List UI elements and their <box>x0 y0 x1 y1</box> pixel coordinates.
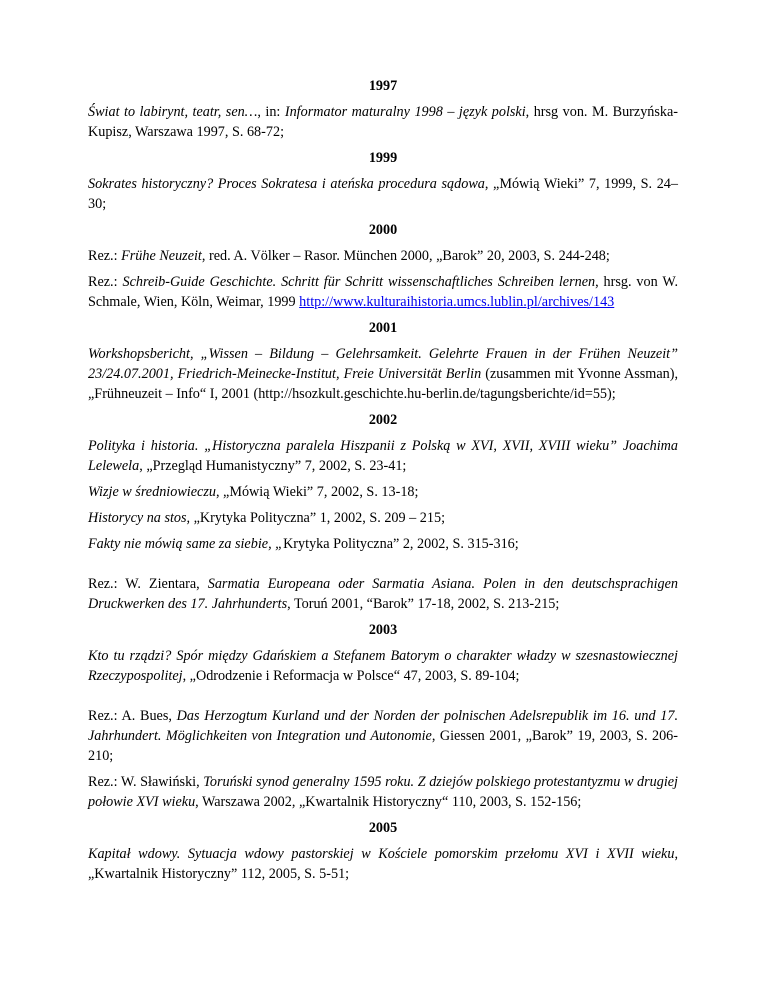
blank-line <box>88 560 678 574</box>
entry-title: Frühe Neuzeit <box>121 248 202 264</box>
entry-title: Workshopsbericht <box>88 346 190 362</box>
entry-title: Informator maturalny 1998 – język polski <box>284 104 526 120</box>
entry-text: , „Kwartalnik Historyczny” 112, 2005, S. 5-51; <box>88 846 678 882</box>
entry-text: Rez.: <box>88 248 122 264</box>
bibliography-entry <box>88 102 678 142</box>
entry-text: Krytyka Polityczna” 2, 2002, S. 315-316; <box>283 536 519 552</box>
entry-text: , Toruń 2001, “Barok” 17-18, 2002, S. 213-215; <box>287 596 560 612</box>
bibliography-entry <box>88 534 678 554</box>
entry-title: Świat to labirynt, teatr, sen… <box>88 104 258 120</box>
year-heading: 2000 <box>368 222 398 238</box>
bibliography-entry <box>88 436 678 476</box>
entry-text: , Giessen 2001, „Barok” 19, 2003, S. 206-210; <box>88 728 678 764</box>
entry-title: Fakty nie mówią same za siebie, „ <box>88 536 284 552</box>
bibliography-entry <box>88 772 678 812</box>
entry-text: „Krytyka Polityczna” 1, 2002, S. 209 – 215; <box>190 510 446 526</box>
year-heading: 2005 <box>368 820 398 836</box>
entry-text: Rez.: <box>88 274 123 290</box>
entry-title: Sokrates historyczny? Proces Sokratesa i ateńska procedura sądowa <box>88 176 485 192</box>
year-heading: 1999 <box>368 150 398 166</box>
bibliography-entry <box>88 246 678 266</box>
bibliography-entry <box>88 646 678 686</box>
entry-text: , red. A. Völker – Rasor. München 2000, „Barok” 20, 2003, S. 244-248; <box>201 248 610 264</box>
entry-title: Historycy na stos, <box>88 510 191 526</box>
entry-link[interactable]: http://www.kulturaihistoria.umcs.lublin.pl/archives/143 <box>299 294 615 310</box>
bibliography-entry <box>88 272 678 312</box>
entry-text: , <box>189 346 201 362</box>
bibliography-entry <box>88 344 678 404</box>
entry-title: Toruński synod generalny 1595 roku. Z dziejów polskiego protestantyzmu w drugiej połowie XVI wieku <box>88 774 678 810</box>
entry-text: Rez.: W. Sławiński, <box>88 774 204 790</box>
entry-title: Das Herzogtum Kurland und der Norden der polnischen Adelsrepublik im 16. und 17. Jahrhundert. Möglichkeiten von Integration und Autonomie <box>88 708 678 744</box>
year-heading: 2002 <box>368 412 398 428</box>
bibliography-entry <box>88 508 678 528</box>
entry-text: , Warszawa 2002, „Kwartalnik Historyczny“ 110, 2003, S. 152-156; <box>195 794 582 810</box>
entry-title: Kto tu rządzi? Spór między Gdańskiem a Stefanem Batorym o charakter władzy w szesnastowiecznej Rzeczypospolitej <box>88 648 678 684</box>
bibliography-entry <box>88 174 678 214</box>
bibliography-entry <box>88 706 678 766</box>
entry-text: , „Przegląd Humanistyczny” 7, 2002, S. 23-41; <box>139 458 407 474</box>
blank-line <box>88 692 678 706</box>
entry-text: (zusammen mit Yvonne Assman), „Frühneuzeit – Info“ I, 2001 (http://hsozkult.geschichte.hu-berlin.de/tagungsberichte/id=55); <box>88 366 678 402</box>
bibliography-entry <box>88 482 678 502</box>
entry-text: , „Odrodzenie i Reformacja w Polsce“ 47, 2003, S. 89-104; <box>182 668 520 684</box>
entry-text: , hrsg. von W. Schmale, Wien, Köln, Weimar, 1999 <box>88 274 679 310</box>
year-heading: 1997 <box>368 78 398 94</box>
entry-title: Schreib-Guide Geschichte. Schritt für Schritt wissenschaftliches Schreiben lernen <box>122 274 596 290</box>
entry-text: Rez.: A. Bues, <box>88 708 177 724</box>
entry-title: Wizje w średniowieczu <box>88 484 216 500</box>
bibliography-list <box>88 72 678 890</box>
bibliography-entry <box>88 844 678 884</box>
year-heading: 2003 <box>368 622 398 638</box>
entry-text: , in: <box>257 104 285 120</box>
entry-title: Sarmatia Europeana oder Sarmatia Asiana. Polen in den deutschsprachigen Druckwerken des 17. Jahrhunderts <box>88 576 678 612</box>
entry-text: , „Mówią Wieki” 7, 2002, S. 13-18; <box>215 484 419 500</box>
entry-title: „Wissen – Bildung – Gelehrsamkeit. Gelehrte Frauen in der Frühen Neuzeit” 23/24.07.2001, Friedrich-Meinecke-Institut, Freie Universität Berlin <box>88 346 679 382</box>
entry-text: , hrsg von. M. Burzyńska-Kupisz, Warszawa 1997, S. 68-72; <box>88 104 679 140</box>
entry-text: , „Mówią Wieki” 7, 1999, S. 24–30; <box>88 176 678 212</box>
year-heading: 2001 <box>368 320 398 336</box>
bibliography-entry <box>88 574 678 614</box>
entry-text: Rez.: W. Zientara, <box>88 576 208 592</box>
entry-title: Kapitał wdowy. Sytuacja wdowy pastorskiej w Kościele pomorskim przełomu XVI i XVII wieku <box>88 846 675 862</box>
entry-title: Polityka i historia. „Historyczna paralela Hiszpanii z Polską w XVI, XVII, XVIII wieku” Joachima Lelewela <box>88 438 678 474</box>
